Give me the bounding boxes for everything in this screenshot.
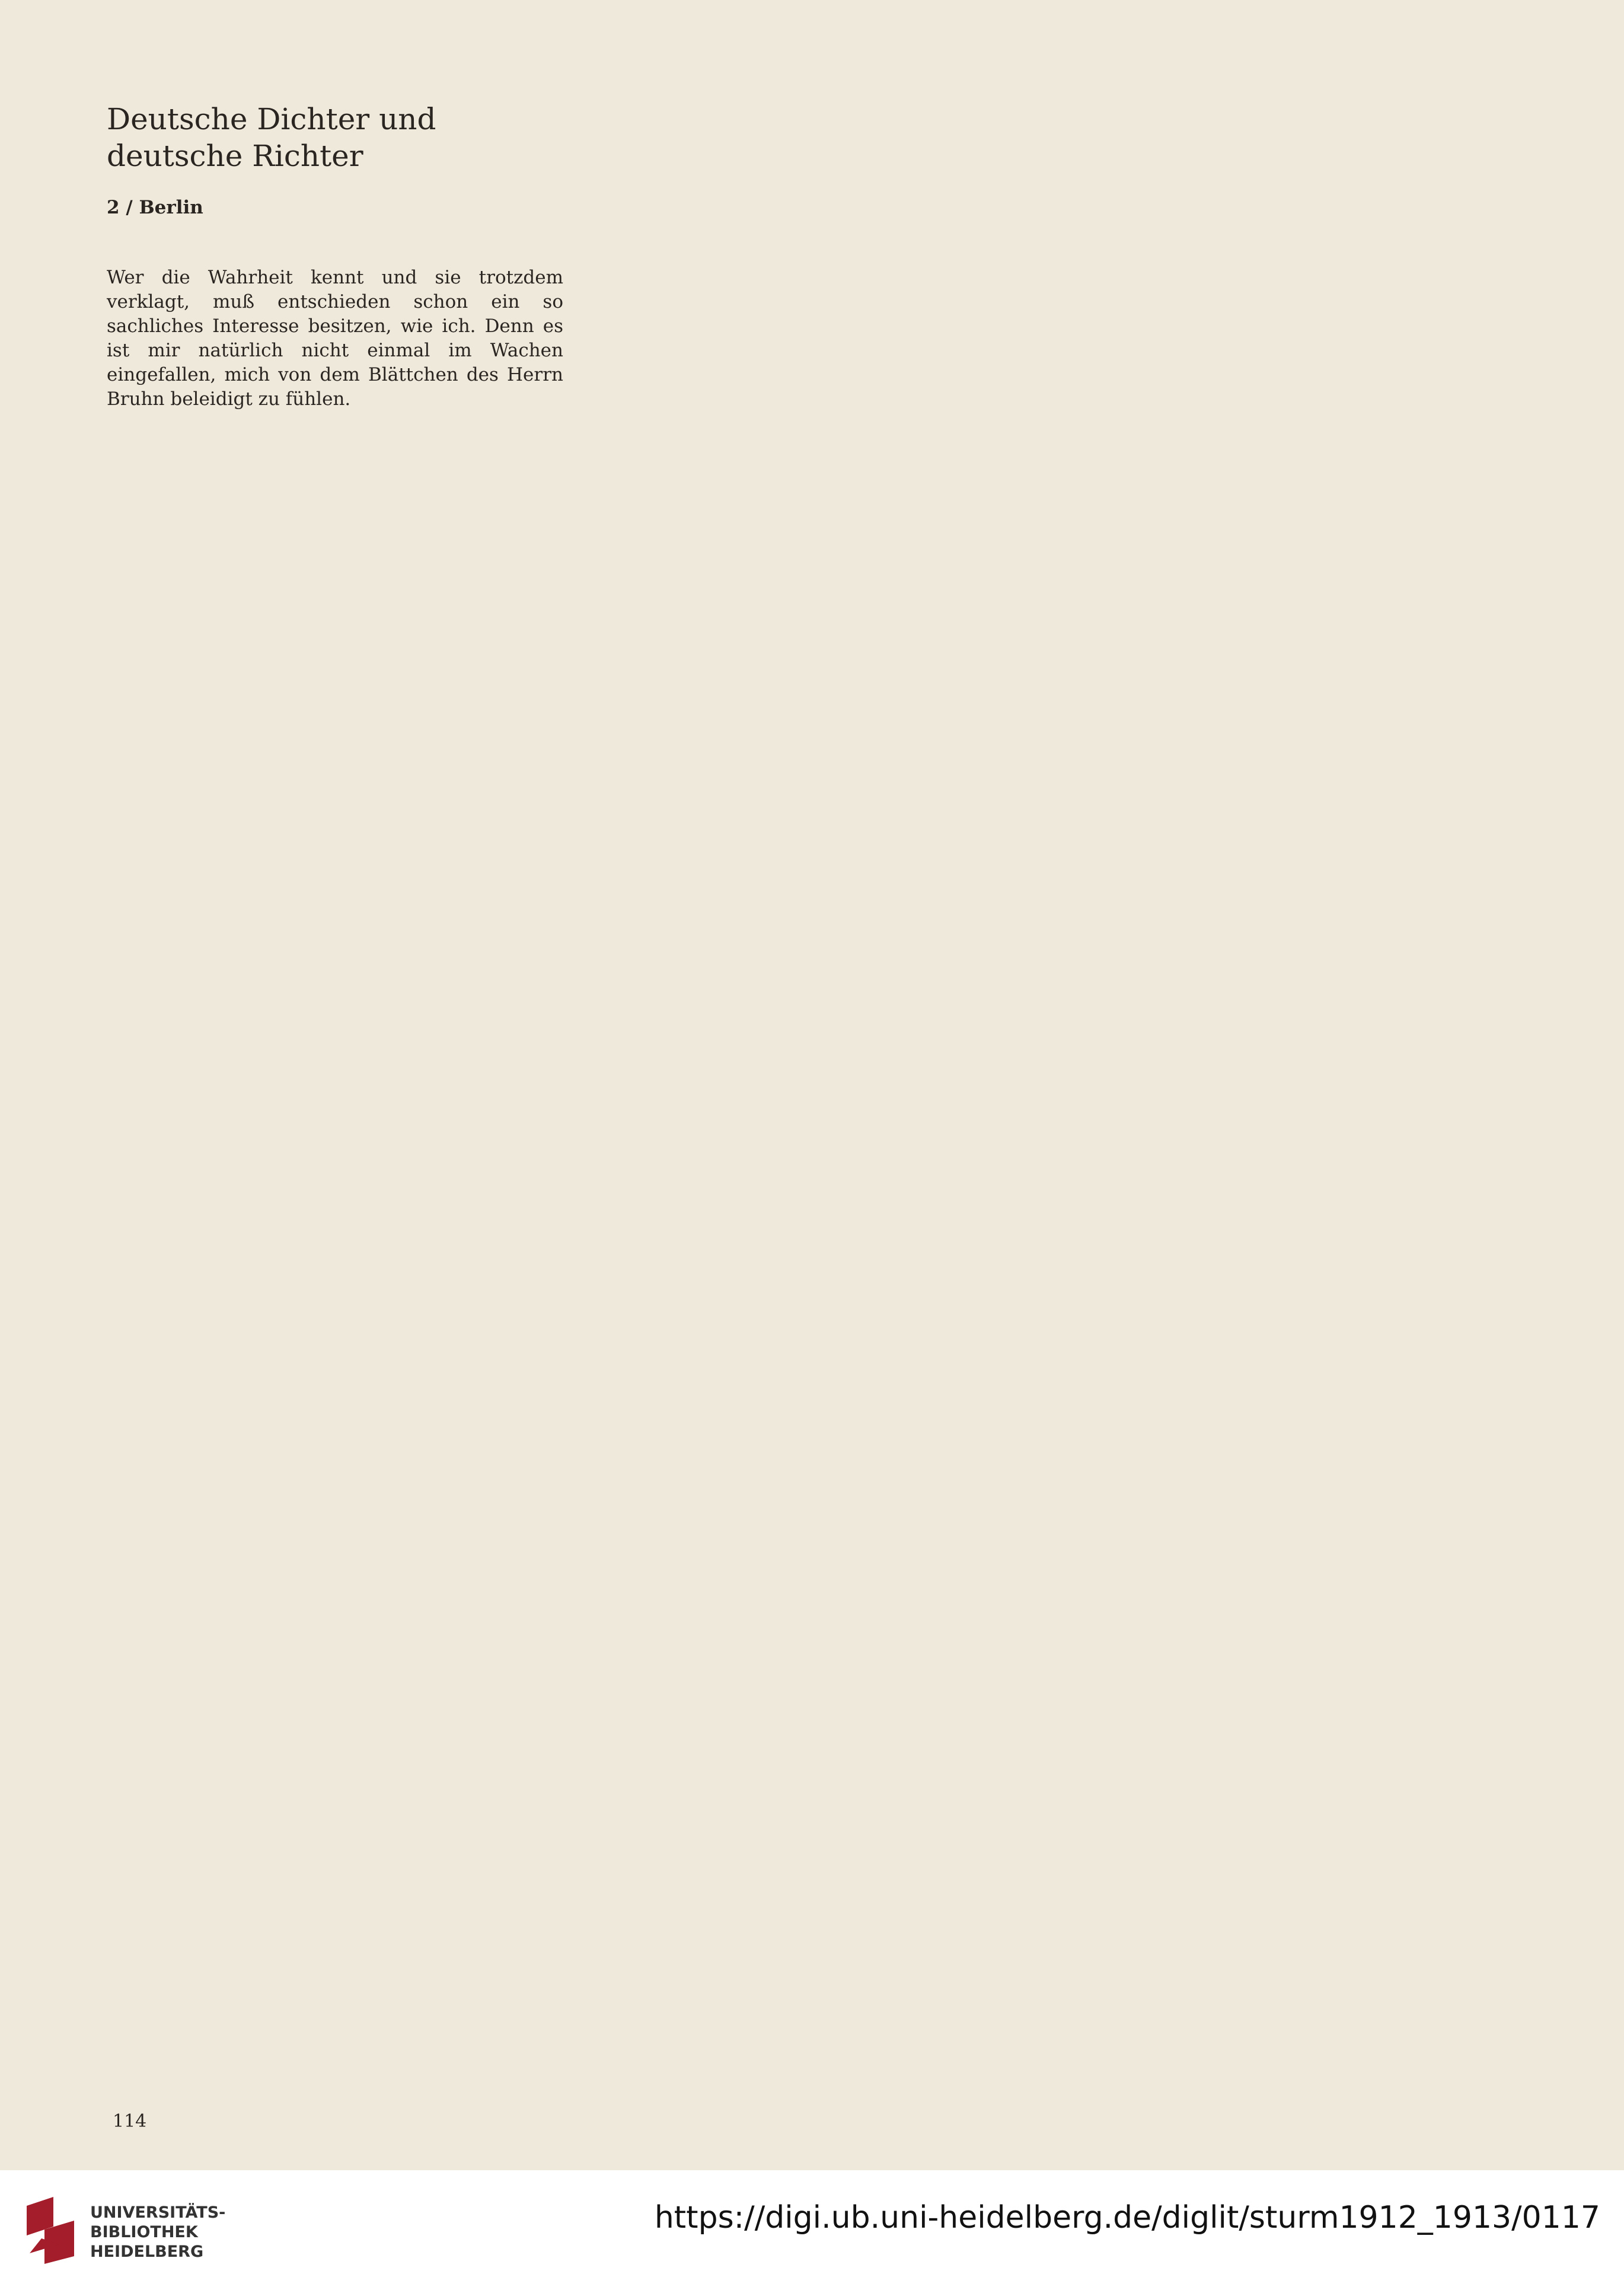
viewer-footer: [0, 2170, 1624, 2290]
library-logo-icon: [18, 2194, 83, 2265]
article-title: Deutsche Dichter und deutsche Richter: [107, 102, 436, 173]
page-url-link[interactable]: https://digi.ub.uni-heidelberg.de/diglit/sturm1912_1913/0117: [654, 2200, 1600, 2235]
library-name: UNIVERSITÄTS- BIBLIOTHEK HEIDELBERG: [90, 2203, 226, 2261]
page-number: 114: [113, 2111, 147, 2132]
article-byline: 2 / Berlin: [107, 197, 203, 218]
opening-paragraph: Wer die Wahrheit kennt und sie trotzdem verklagt, muß entschieden schon ein so sachliches Interesse besitzen, wie ich. Denn es ist mir natürlich nicht einmal im Wachen eingefallen, mich von dem Blättchen des Herrn Bruhn beleidigt zu fühlen.: [107, 267, 563, 410]
